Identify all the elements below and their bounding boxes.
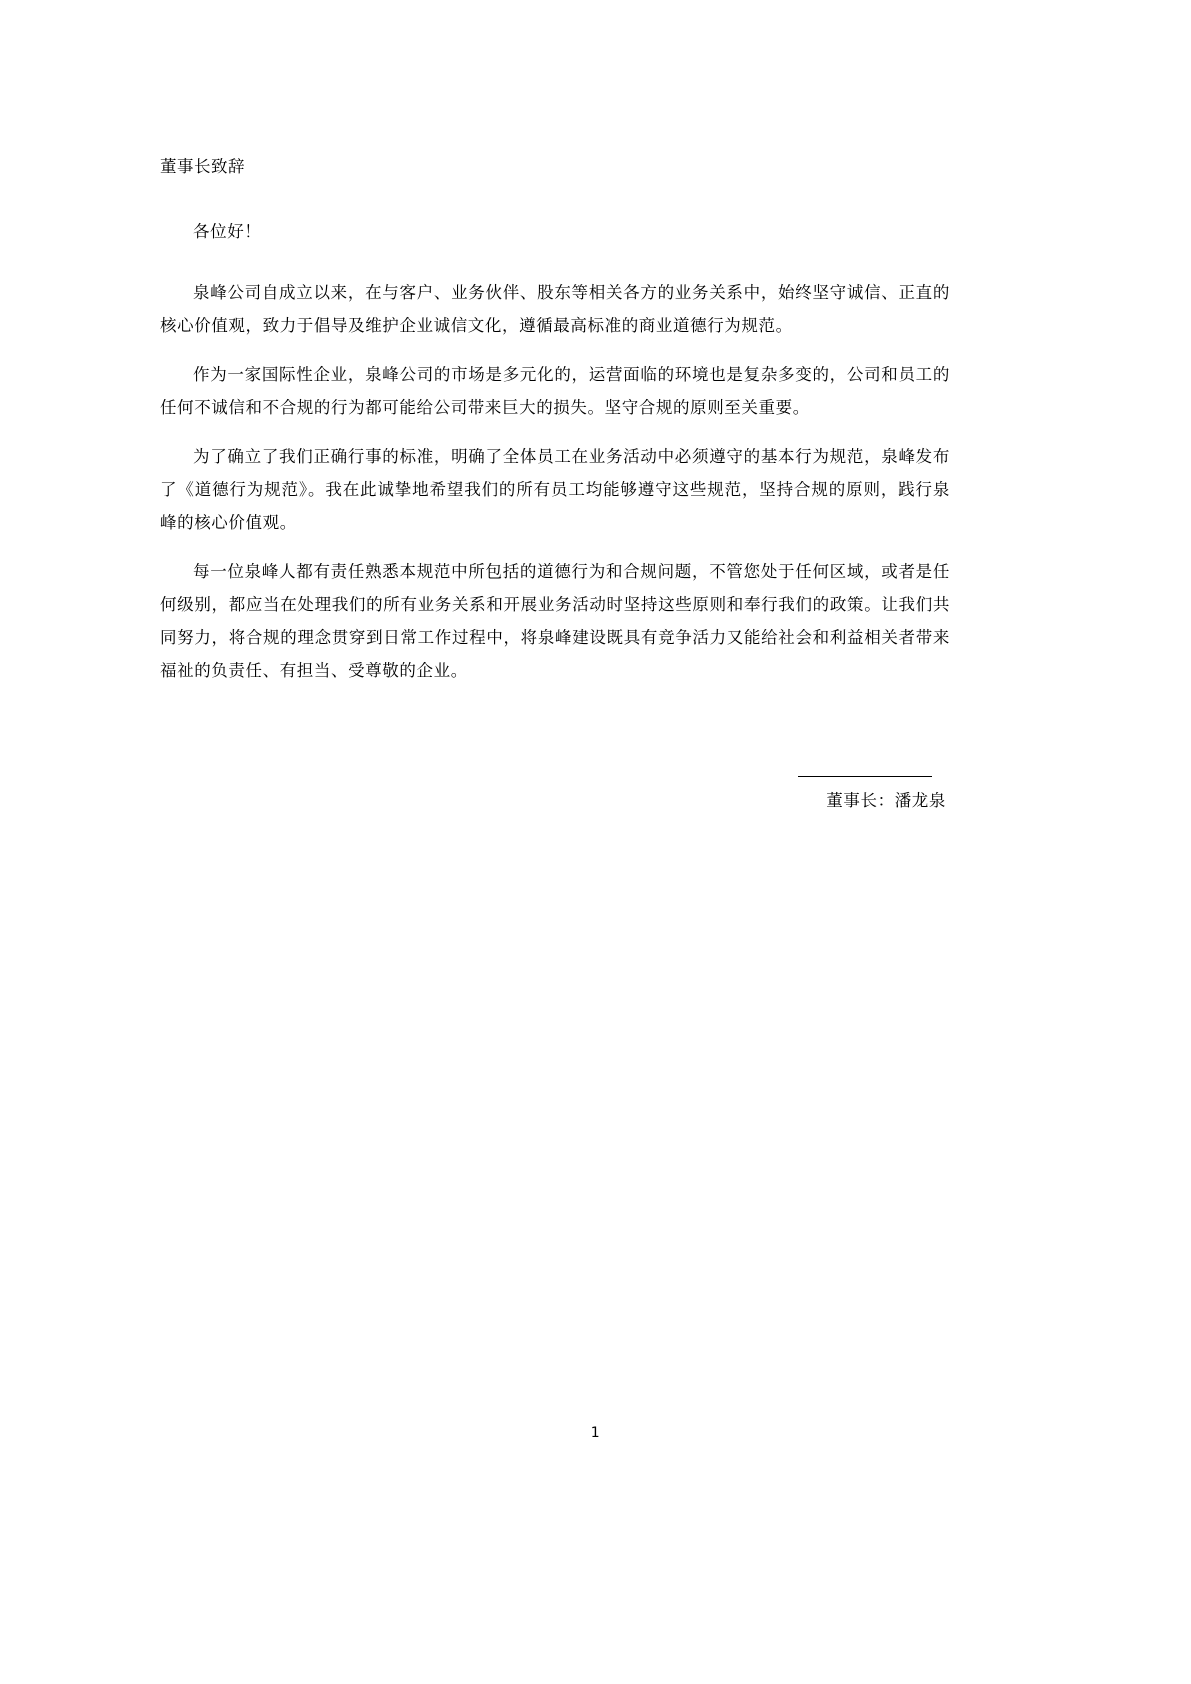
document-body (160, 155, 950, 703)
body-paragraph-4: 每一位泉峰人都有责任熟悉本规范中所包括的道德行为和合规问题，不管您处于任何区域，或者是任何级别，都应当在处理我们的所有业务关系和开展业务活动时坚持这些原则和奉行我们的政策。让我们共同努力，将合规的理念贯穿到日常工作过程中，将泉峰建设既具有竞争活力又能给社会和利益相关者带来福祉的负责任、有担当、受尊敬的企业。 (160, 561, 950, 680)
page-number: 1 (590, 1425, 601, 1441)
signature-name: 董事长：潘龙泉 (826, 791, 946, 810)
greeting-text: 各位好！ (193, 221, 262, 241)
body-paragraph-3: 为了确立了我们正确行事的标准，明确了全体员工在业务活动中必须遵守的基本行为规范，泉峰发布了《道德行为规范》。我在此诚挚地希望我们的所有员工均能够遵守这些规范，坚持合规的原则，践行泉峰的核心价值观。 (160, 446, 950, 532)
signature-block (160, 770, 950, 812)
page-title: 董事长致辞 (160, 157, 245, 176)
body-paragraph-2: 作为一家国际性企业，泉峰公司的市场是多元化的，运营面临的环境也是复杂多变的，公司和员工的任何不诚信和不合规的行为都可能给公司带来巨大的损失。坚守合规的原则至关重要。 (160, 364, 950, 417)
signature-line (798, 776, 932, 777)
body-paragraph-1: 泉峰公司自成立以来，在与客户、业务伙伴、股东等相关各方的业务关系中，始终坚守诚信、正直的核心价值观，致力于倡导及维护企业诚信文化，遵循最高标准的商业道德行为规范。 (160, 282, 950, 335)
